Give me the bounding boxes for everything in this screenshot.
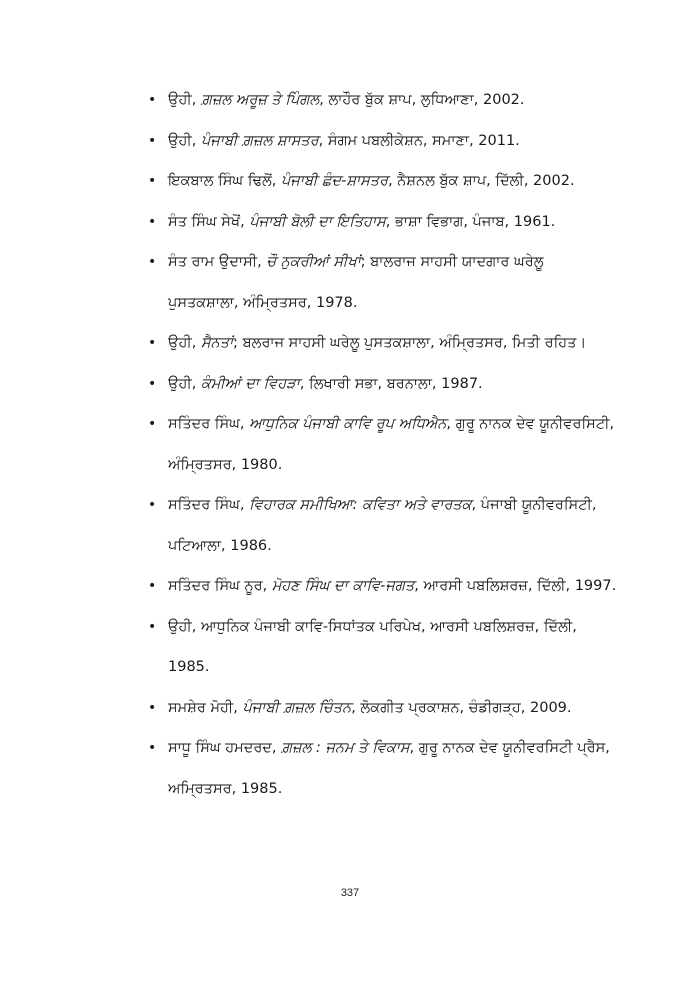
bibliography-entry (148, 728, 618, 809)
bibliography-entry (148, 364, 618, 405)
bibliography-entry (148, 566, 618, 607)
entry-title: ਪੰਜਾਬੀ ਬੋਲੀ ਦਾ ਇਤਿਹਾਸ (249, 213, 386, 230)
bibliography-entry (148, 607, 618, 688)
bibliography-entry (148, 485, 618, 566)
bibliography-entry (148, 404, 618, 485)
entry-title: ਗ਼ਜ਼ਲ ਅਰੂਜ਼ ਤੇ ਪਿੰਗਲ (200, 92, 320, 108)
entry-author: ਇਕਬਾਲ ਸਿੰਘ ਢਿਲੋਂ, (168, 173, 281, 189)
bullet-icon: • (148, 335, 157, 351)
entry-title: ਕੰਮੀਆਂ ਦਾ ਵਿਹੜਾ (200, 375, 300, 392)
bibliography-entry (148, 242, 618, 323)
bibliography-entry (148, 80, 618, 121)
bullet-icon: • (148, 618, 157, 635)
entry-author: ਸੰਤ ਸਿੰਘ ਸੇਖੋਂ, (168, 213, 250, 230)
bullet-icon: • (148, 375, 157, 392)
entry-title: ਸੈਨਤਾਂ (200, 335, 234, 351)
page-number: 337 (340, 887, 360, 899)
entry-publication: , ਲੋਕਗੀਤ ਪ੍ਰਕਾਸ਼ਨ, ਚੰਡੀਗੜ੍ਹ, 2009. (351, 699, 572, 716)
entry-author: ਉਹੀ, (168, 132, 201, 149)
entry-publication: , ਸੰਗਮ ਪਬਲੀਕੇਸ਼ਨ, ਸਮਾਣਾ, 2011. (318, 132, 520, 149)
bibliography-entry (148, 323, 618, 364)
entry-author: ਉਹੀ, (168, 335, 201, 351)
entry-publication: , ਭਾਸ਼ਾ ਵਿਭਾਗ, ਪੰਜਾਬ, 1961. (385, 213, 556, 230)
bullet-icon: • (148, 740, 157, 756)
bibliography-entry (148, 161, 618, 202)
entry-author: ਸਾਧੂ ਸਿੰਘ ਹਮਦਰਦ, (168, 740, 282, 756)
entry-author: ਉਹੀ, (168, 618, 201, 635)
bibliography-list (148, 80, 618, 809)
entry-publication: , ਲਾਹੌਰ ਬੁੱਕ ਸ਼ਾਪ, ਲੁਧਿਆਣਾ, 2002. (319, 92, 525, 108)
bullet-icon: • (148, 173, 157, 189)
entry-author: ਉਹੀ, (168, 375, 201, 392)
bibliography-entry (148, 121, 618, 162)
bullet-icon: • (148, 416, 157, 432)
entry-author: ਉਹੀ, (168, 92, 201, 108)
entry-author: ਸੰਤ ਰਾਮ ਉਦਾਸੀ, (168, 254, 267, 270)
entry-author: ਸਤਿੰਦਰ ਸਿੰਘ, (168, 497, 250, 513)
entry-title: ਗ਼ਜ਼ਲ : ਜਨਮ ਤੇ ਵਿਕਾਸ (281, 740, 410, 756)
bibliography-entry (148, 202, 618, 243)
bullet-icon: • (148, 497, 157, 513)
entry-author: ਸਤਿੰਦਰ ਸਿੰਘ ਨੂਰ, (168, 578, 272, 594)
entry-publication: , ਆਰਸੀ ਪਬਲਿਸ਼ਰਜ਼, ਦਿੱਲੀ, 1997. (414, 578, 617, 594)
bullet-icon: • (148, 92, 157, 108)
entry-author: ਸਤਿੰਦਰ ਸਿੰਘ, (168, 416, 250, 432)
entry-title: ਵਿਹਾਰਕ ਸਮੀਖਿਆ: ਕਵਿਤਾ ਅਤੇ ਵਾਰਤਕ (249, 497, 472, 513)
entry-title: ਚੌ ਨੁਕਰੀਆਂ ਸੀਖਾਂ (266, 254, 361, 270)
entry-publication: , ਲਿਖਾਰੀ ਸਭਾ, ਬਰਨਾਲਾ, 1987. (299, 375, 483, 392)
entry-title: ਆਧੁਨਿਕ ਪੰਜਾਬੀ ਕਾਵਿ ਰੂਪ ਅਧਿਐਨ (249, 416, 447, 432)
bullet-icon: • (148, 213, 157, 230)
entry-author: ਸਮਸ਼ੇਰ ਮੋਹੀ, (168, 699, 243, 716)
entry-publication: ; ਬਲਰਾਜ ਸਾਹਸੀ ਘਰੇਲੂ ਪੁਸਤਕਸ਼ਾਲਾ, ਅੰਮ੍ਰਿਤਸਰ, ਮਿਤੀ ਰਹਿਤ। (233, 335, 587, 351)
entry-title: ਮੋਹਣ ਸਿੰਘ ਦਾ ਕਾਵਿ-ਜਗਤ (271, 578, 415, 594)
entry-publication: , ਗੁਰੂ ਨਾਨਕ ਦੇਵ ਯੂਨੀਵਰਸਿਟੀ ਪ੍ਰੈਸ, ਅਮ੍ਰਿਤਸਰ, 1985. (168, 740, 610, 797)
entry-title: ਪੰਜਾਬੀ ਗ਼ਜ਼ਲ ਚਿੰਤਨ (242, 699, 352, 716)
entry-publication: , ਗੁਰੂ ਨਾਨਕ ਦੇਵ ਯੂਨੀਵਰਸਿਟੀ, ਅੰਮ੍ਰਿਤਸਰ, 1980. (168, 416, 615, 473)
entry-publication: ; ਬਾਲਰਾਜ ਸਾਹਸੀ ਯਾਦਗਾਰ ਘਰੇਲੂ ਪੁਸਤਕਸ਼ਾਲਾ, ਅੰਮ੍ਰਿਤਸਰ, 1978. (168, 254, 544, 311)
entry-title: ਪੰਜਾਬੀ ਗ਼ਜ਼ਲ ਸ਼ਾਸਤਰ (200, 132, 319, 149)
entry-publication: , ਪੰਜਾਬੀ ਯੂਨੀਵਰਸਿਟੀ, ਪਟਿਆਲਾ, 1986. (168, 497, 597, 554)
bullet-icon: • (148, 578, 157, 594)
entry-publication: ਆਧੁਨਿਕ ਪੰਜਾਬੀ ਕਾਵਿ-ਸਿਧਾਂਤਕ ਪਰਿਪੇਖ, ਆਰਸੀ ਪਬਲਿਸ਼ਰਜ਼, ਦਿੱਲੀ, 1985. (168, 618, 577, 675)
bullet-icon: • (148, 699, 157, 716)
bibliography-entry (148, 688, 618, 729)
entry-title: ਪੰਜਾਬੀ ਛੰਦ-ਸ਼ਾਸਤਰ (280, 173, 389, 189)
bullet-icon: • (148, 254, 157, 270)
bullet-icon: • (148, 132, 157, 149)
entry-publication: , ਨੈਸ਼ਨਲ ਬੁੱਕ ਸ਼ਾਪ, ਦਿੱਲੀ, 2002. (388, 173, 575, 189)
